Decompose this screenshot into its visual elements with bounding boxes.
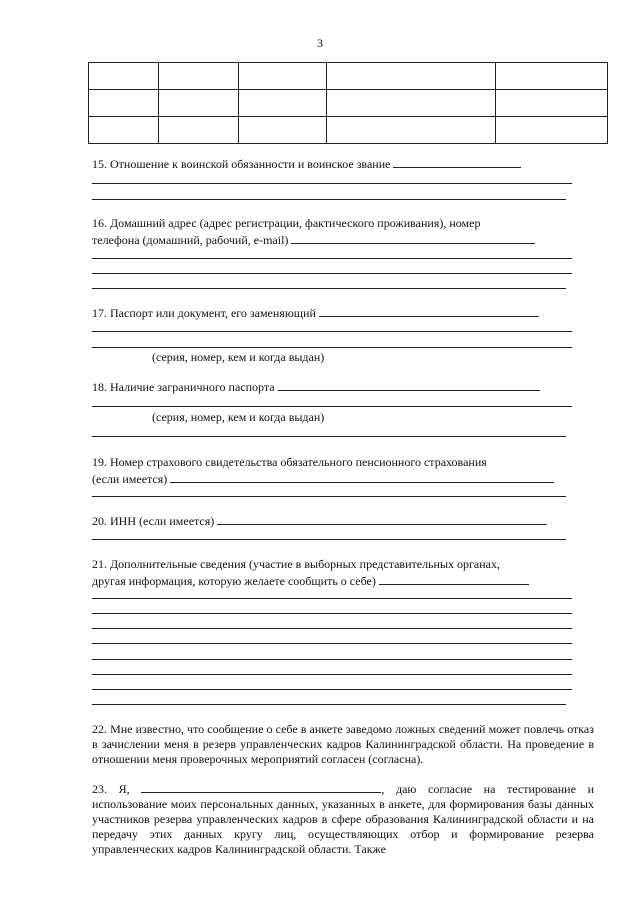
- q15-label: 15. Отношение к воинской обязанности и воинское звание: [92, 156, 521, 171]
- continuation-table: [88, 62, 608, 144]
- q22-statement: 22. Мне известно, что сообщение о себе в анкете заведомо ложных сведений может повлечь отказ в зачислении меня в резерв управленческих кадров Калининградской области. На проведение в отношении меня проверочных мероприятий согласен (согласна).: [92, 722, 594, 766]
- q18-label: 18. Наличие заграничного паспорта: [92, 379, 540, 394]
- q23-name-field[interactable]: [141, 782, 381, 793]
- q17-label: 17. Паспорт или документ, его заменяющий: [92, 305, 539, 320]
- page-number: 3: [317, 36, 323, 50]
- table-cell[interactable]: [238, 63, 326, 90]
- table-cell[interactable]: [158, 117, 238, 144]
- q21-answer-line[interactable]: [92, 704, 566, 705]
- table-row: [89, 63, 608, 90]
- table-cell[interactable]: [238, 90, 326, 117]
- q20-answer-line[interactable]: [92, 539, 566, 540]
- table-cell[interactable]: [496, 90, 608, 117]
- q18-hint: (серия, номер, кем и когда выдан): [152, 410, 325, 424]
- q23-statement: 23. Я, , даю согласие на тестирование и использование моих персональных данных, указанных в анкете, для формирования базы данных участников резерва управленческих кадров в сфере образования Калининградской области и на передачу этих данных кругу лиц, осуществляющих отбор и формирование резерва управленческих кадров Калининградской области. Также: [92, 782, 594, 856]
- table-cell[interactable]: [158, 90, 238, 117]
- table-row: [89, 90, 608, 117]
- q16-answer-field[interactable]: [291, 232, 535, 244]
- q21-answer-line[interactable]: [92, 659, 572, 660]
- q16-answer-line[interactable]: [92, 258, 572, 259]
- q19-label-line2: (если имеется): [92, 471, 554, 486]
- q19-answer-line[interactable]: [92, 496, 566, 497]
- q18-answer-line[interactable]: [92, 436, 566, 437]
- q17-answer-line[interactable]: [92, 347, 572, 348]
- table-cell[interactable]: [496, 63, 608, 90]
- table-cell[interactable]: [326, 117, 496, 144]
- q20-answer-field[interactable]: [217, 513, 547, 525]
- table-cell[interactable]: [89, 117, 159, 144]
- table-cell[interactable]: [326, 90, 496, 117]
- q18-answer-field[interactable]: [278, 379, 540, 391]
- table-cell[interactable]: [89, 90, 159, 117]
- q16-label-line2: телефона (домашний, рабочий, e-mail): [92, 232, 535, 247]
- q16-label-line1: 16. Домашний адрес (адрес регистрации, фактического проживания), номер: [92, 216, 481, 230]
- q19-answer-field[interactable]: [170, 471, 554, 483]
- table-cell[interactable]: [496, 117, 608, 144]
- q16-answer-line[interactable]: [92, 288, 566, 289]
- q21-label-line2: другая информация, которую желаете сообщить о себе): [92, 573, 529, 588]
- q21-answer-line[interactable]: [92, 613, 572, 614]
- q21-answer-line[interactable]: [92, 674, 572, 675]
- q17-answer-field[interactable]: [319, 305, 539, 317]
- table-cell[interactable]: [89, 63, 159, 90]
- q21-answer-field[interactable]: [379, 573, 529, 585]
- table-cell[interactable]: [158, 63, 238, 90]
- q15-answer-line[interactable]: [92, 183, 572, 184]
- table-row: [89, 117, 608, 144]
- table-cell[interactable]: [238, 117, 326, 144]
- q19-label-line1: 19. Номер страхового свидетельства обязательного пенсионного страхования: [92, 455, 487, 469]
- q15-answer-field[interactable]: [393, 156, 521, 168]
- q18-answer-line[interactable]: [92, 406, 572, 407]
- q21-answer-line[interactable]: [92, 689, 572, 690]
- q15-answer-line[interactable]: [92, 199, 566, 200]
- q16-answer-line[interactable]: [92, 273, 572, 274]
- q21-answer-line[interactable]: [92, 598, 572, 599]
- q21-label-line1: 21. Дополнительные сведения (участие в выборных представительных органах,: [92, 557, 501, 571]
- table-cell[interactable]: [326, 63, 496, 90]
- q17-hint: (серия, номер, кем и когда выдан): [152, 350, 325, 364]
- q21-answer-line[interactable]: [92, 643, 572, 644]
- q17-answer-line[interactable]: [92, 331, 572, 332]
- q20-label: 20. ИНН (если имеется): [92, 513, 547, 528]
- q21-answer-line[interactable]: [92, 628, 572, 629]
